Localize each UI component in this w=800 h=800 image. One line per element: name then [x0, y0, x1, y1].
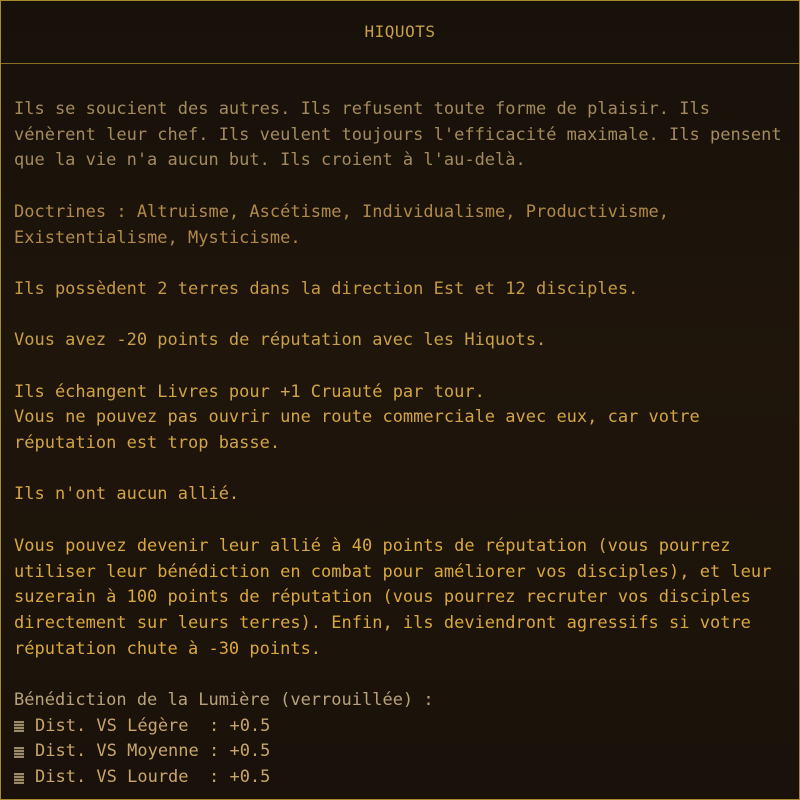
- faction-details: [14, 97, 786, 791]
- faction-lands: Ils possèdent 2 terres dans la direction Est et 12 disciples.: [14, 278, 639, 299]
- faction-reputation: Vous avez -20 points de réputation avec les Hiquots.: [14, 330, 547, 351]
- faction-allies: Ils n'ont aucun allié.: [14, 484, 240, 505]
- blessing-title: Bénédiction de la Lumière (verrouillée) :: [14, 690, 434, 711]
- stat-bar-icon: [14, 773, 24, 784]
- blessing-bonus-label: Dist. VS Lourde : +0.5: [35, 767, 271, 788]
- blessing-bonus-label: Dist. VS Moyenne : +0.5: [35, 741, 271, 762]
- faction-trade-offer: Ils échangent Livres pour +1 Cruauté par tour.: [14, 381, 485, 402]
- faction-doctrines: Doctrines : Altruisme, Ascétisme, Individualisme, Productivisme, Existentialisme, Mysticisme.: [14, 201, 670, 248]
- blessing-bonus-row: [14, 714, 786, 740]
- faction-title: HIQUOTS: [364, 21, 436, 41]
- faction-description: Ils se soucient des autres. Ils refusent toute forme de plaisir. Ils vénèrent leur chef. Ils veulent toujours l'efficacité maximale. Ils pensent que la vie n'a aucun but. Ils croient à l'au-delà.: [14, 99, 782, 171]
- stat-bar-icon: [14, 747, 24, 758]
- stat-bar-icon: [14, 721, 24, 732]
- faction-trade-status: Vous ne pouvez pas ouvrir une route commerciale avec eux, car votre réputation est trop basse.: [14, 407, 700, 454]
- blessing-bonus-row: [14, 765, 786, 791]
- faction-reputation-thresholds: Vous pouvez devenir leur allié à 40 points de réputation (vous pourrez utiliser leur bénédiction en combat pour améliorer vos disciples), et leur suzerain à 100 points de réputation (vous pourrez recruter vos disciples directement sur leurs terres). Enfin, ils deviendront agressifs si votre réputation chute à -30 points.: [14, 535, 772, 659]
- blessing-bonus-row: [14, 739, 786, 765]
- panel-header: [1, 1, 799, 64]
- blessing-bonus-label: Dist. VS Légère : +0.5: [35, 715, 271, 736]
